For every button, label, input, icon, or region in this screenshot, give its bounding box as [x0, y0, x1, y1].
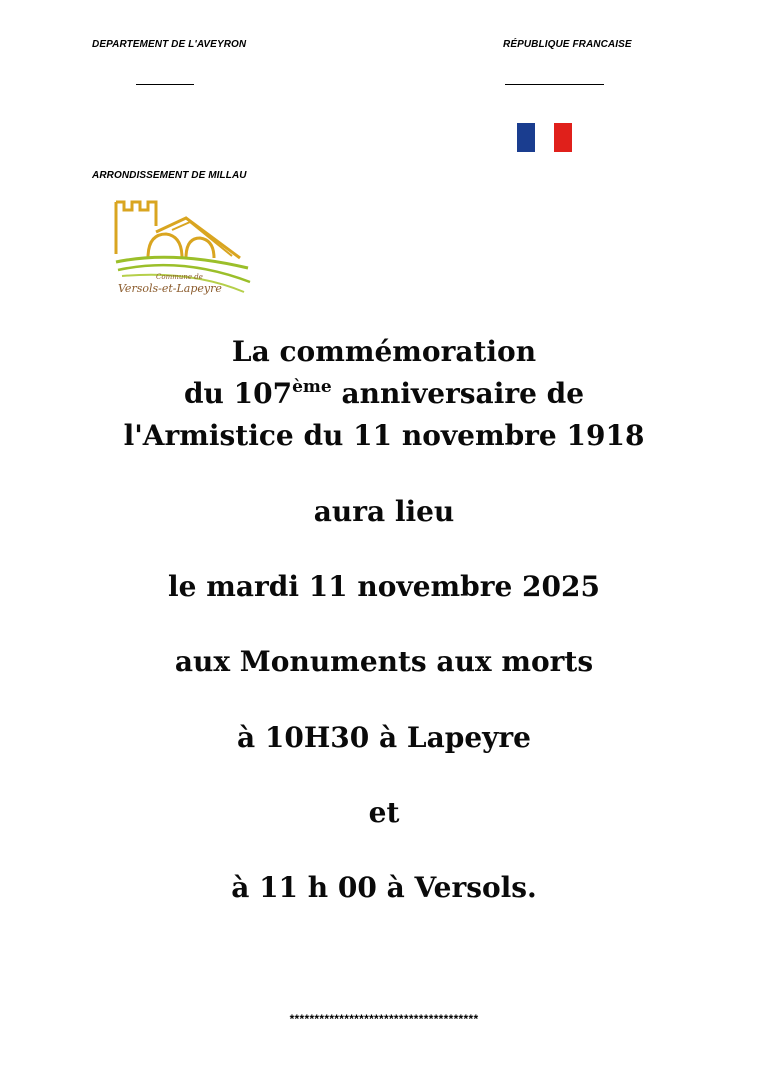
flag-blue-band [517, 123, 535, 152]
announcement-line-1: La commémoration [231, 335, 537, 368]
announcement-line-8: et [368, 796, 400, 829]
department-underline [136, 84, 194, 85]
announcement-line-5: le mardi 11 novembre 2025 [168, 570, 600, 603]
republic-underline [505, 84, 604, 85]
announcement-line-2: du 107ème anniversaire de [183, 377, 585, 410]
arrondissement-label: ARRONDISSEMENT DE MILLAU [92, 170, 247, 181]
commune-logo [112, 196, 254, 298]
flag-red-band [554, 123, 572, 152]
announcement-line-3: l'Armistice du 11 novembre 1918 [123, 419, 645, 452]
logo-small-text: Commune de [156, 273, 203, 281]
footer-stars: ************************************** [289, 1012, 479, 1026]
announcement-line-9: à 11 h 00 à Versols. [231, 871, 537, 904]
announcement-line-4: aura lieu [313, 495, 455, 528]
announcement-title-block [0, 331, 768, 457]
announcement-line-7: à 10H30 à Lapeyre [237, 721, 531, 754]
flag-white-band [535, 123, 553, 152]
department-label: DEPARTEMENT DE L'AVEYRON [92, 39, 247, 50]
french-flag [517, 123, 572, 152]
announcement-line-6: aux Monuments aux morts [174, 645, 594, 678]
logo-commune-name: Versols-et-Lapeyre [118, 282, 222, 295]
republic-label: RÉPUBLIQUE FRANCAISE [503, 39, 632, 50]
ordinal-superscript: ème [292, 377, 332, 397]
